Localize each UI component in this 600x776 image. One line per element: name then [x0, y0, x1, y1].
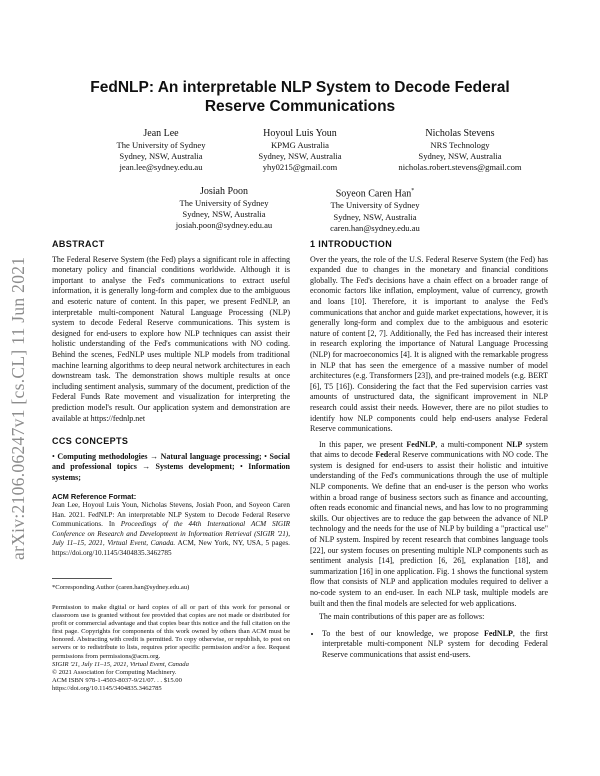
- right-column: [310, 239, 548, 661]
- author-name-text: Soyeon Caren Han: [335, 188, 412, 200]
- text-run: , a multi-component: [435, 439, 507, 449]
- intro-paragraph: [310, 440, 548, 610]
- author-email: caren.han@sydney.edu.au: [330, 222, 420, 233]
- acm-reference-authors: Jean Lee, Hoyoul Luis Youn, Nicholas Stevens, Josiah Poon, and Soyeon Caren Han. 2021. FedNLP: An interpretable NLP System to Decode Federal Reserve Communications. In: [52, 501, 290, 529]
- author-affiliation: KPMG Australia: [270, 140, 329, 150]
- ccs-item-bold: Information systems: [52, 462, 290, 483]
- author-location: Sydney, NSW, Australia: [182, 209, 266, 220]
- ccs-list: • Computing methodologies → Natural language processing; • Social and professional topics → Systems development; • Information systems;: [52, 451, 290, 483]
- ccs-heading: CCS CONCEPTS: [52, 436, 129, 447]
- contribution-list: [310, 629, 548, 661]
- author-block: [215, 127, 385, 174]
- ccs-item-bold: Computing methodologies: [57, 451, 148, 461]
- text-run: In this paper, we present: [319, 439, 407, 449]
- intro-paragraph: Over the years, the role of the U.S. Federal Reserve System (the Fed) has expanded due to changes in the monetary and financial conditions globally. The Fed's decisions have a chain effect on a broader range of economic factors like inflation, employment, value of currency, growth and loans [10]. Therefore, it is important to analyse the Fed's communications that anchor and guide market expectations, however, it is generally long-form and complex due to the ambiguous and esoteric nature of content [2, 7]. Additionally, the Fed has increased their interest in research exploring the importance of Natural Language Processing (NLP) for macroeconomics [4]. It is aligned with the remarkable progress in NLP that has seen the emergence of a massive number of model architectures (e.g. Transformers [23]), and pre-trained models (e.g. BERT [6], T5 [16]). Considering the fact that the Fed supervision carries vast amounts of unstructured data, the significant improvement in NLP research could assist their needs. However, there are no pilot studies to identify how NLP components could help end-users analyse Federal Reserve communications.: [310, 254, 548, 434]
- author-name: Hoyoul Luis Youn: [263, 128, 337, 139]
- acm-reference-heading: ACM Reference Format:: [52, 492, 137, 502]
- acm-reference: [52, 492, 290, 558]
- author-location: Sydney, NSW, Australia: [258, 151, 342, 162]
- abstract-heading: ABSTRACT: [52, 239, 105, 249]
- text-run: system that aims to decode: [310, 439, 548, 460]
- arxiv-stamp: [8, 180, 28, 560]
- author-block: [139, 185, 309, 232]
- ccs-item-rest: → Systems development;: [136, 462, 235, 472]
- author-affiliation: The University of Sydney: [179, 198, 269, 208]
- author-affiliation: NRS Technology: [430, 140, 490, 150]
- footnote-rule: [52, 578, 112, 579]
- left-column: [52, 239, 290, 558]
- author-location: Sydney, NSW, Australia: [119, 151, 203, 162]
- footnote: *Corresponding Author (caren.han@sydney.edu.au): [52, 584, 190, 591]
- text-run-bold: Fed: [375, 450, 389, 460]
- text-run: To the best of our knowledge, we propose: [322, 628, 484, 638]
- contribution-item: [322, 629, 548, 661]
- intro-paragraph: The main contributions of this paper are as follows:: [319, 612, 485, 622]
- corresponding-marker: *: [411, 188, 415, 194]
- copyright-line: © 2021 Association for Computing Machinery.: [52, 668, 177, 676]
- author-affiliation: The University of Sydney: [116, 140, 206, 150]
- author-location: Sydney, NSW, Australia: [333, 211, 417, 222]
- author-email: yhy0215@gmail.com: [262, 162, 338, 173]
- author-name: [290, 185, 460, 200]
- author-affiliation: The University of Sydney: [330, 200, 420, 211]
- author-email: nicholas.robert.stevens@gmail.com: [398, 162, 522, 173]
- ccs-item-rest: ;: [78, 473, 81, 483]
- text-run-bold: FedNLP: [406, 439, 436, 449]
- author-name: Nicholas Stevens: [425, 128, 495, 139]
- permission-text: Permission to make digital or hard copies of all or part of this work for personal or classroom use is granted without fee provided that copies are not made or distributed for profit or commercial advantage and that copies bear this notice and the full citation on the first page. Copyrights for components of this work owned by others than ACM must be honored. Abstracting with credit is permitted. To copy otherwise, or republish, to post on servers or to redistribute to lists, requires prior specific permission and/or a fee. Request permissions from permissions@acm.org.: [52, 604, 290, 660]
- author-block: [375, 127, 545, 174]
- copyright-line: https://doi.org/10.1145/3404835.3462785: [52, 684, 162, 692]
- author-location: Sydney, NSW, Australia: [418, 151, 502, 162]
- ccs-item-rest: → Natural language processing;: [147, 451, 262, 461]
- acm-reference-venue: Proceedings of the 44th International ACM SIGIR Conference on Research and Development in Information Retrieval (SIGIR '21), July 11–15, 2021, Virtual Event, Canada.: [52, 520, 291, 548]
- introduction-heading: 1 INTRODUCTION: [310, 239, 393, 249]
- copyright-line: ACM ISBN 978-1-4503-8037-9/21/07. . . $15.00: [52, 676, 182, 684]
- arxiv-stamp-text: arXiv:2106.06247v1 [cs.CL] 11 Jun 2021: [8, 256, 28, 560]
- author-email: josiah.poon@sydney.edu.au: [175, 220, 273, 231]
- abstract-text: The Federal Reserve System (the Fed) plays a significant role in affecting monetary policy and financial conditions worldwide. Although it is important to analyse the Fed's communications to extract useful information, it is generally long-form and complex due to the ambiguous and esoteric nature of content. In this paper, we present FedNLP, an interpretable multi-component Natural Language Processing (NLP) system to decode Federal Reserve communications. This system is designed for end-users to explore how NLP techniques can assist their holistic understanding of the Fed's communications with NO coding. Behind the scenes, FedNLP uses multiple NLP models from traditional machine learning algorithms to deep neural network architectures in each downstream task. The demonstration shows multiple results at once including sentiment analysis, summary of the document, prediction of the Federal Funds Rate movement and visualization for interpreting the prediction model's result. Our application system and demonstration are available at https://fednlp.net: [52, 254, 290, 423]
- author-email: jean.lee@sydney.edu.au: [119, 162, 203, 173]
- text-run-bold: FedNLP: [483, 628, 513, 638]
- text-run-bold: NLP: [506, 439, 523, 449]
- text-run: , the first interpretable multi-component NLP system for decoding Federal Reserve communications that assist end-users.: [322, 628, 548, 659]
- author-name: Josiah Poon: [199, 186, 249, 197]
- permission-block: [52, 604, 290, 693]
- conference-line: SIGIR '21, July 11–15, 2021, Virtual Event, Canada: [52, 660, 189, 668]
- ccs-item-bold: Social and professional topics: [52, 451, 290, 472]
- author-name: Jean Lee: [143, 128, 179, 139]
- paper-title: FedNLP: An interpretable NLP System to Decode Federal Reserve Communications: [90, 79, 510, 115]
- author-block: [290, 185, 460, 234]
- text-run: eral Reserve communications with NO code. The system is designed for end-users to assist their holistic and intuitive understanding of the Fed's communications through the use of multiple NLP components. We define that an end-user is the person who works within a broad range of business sectors such as finance and accounting, often reads economic and financial news, and has low to no programming skills. Our objectives are to reduce the gap between the advance of NLP technology and the needs for the use of NLP by building a "practical use" of NLP system. Inspired by recent research that combines language tools [22], our system focuses on presenting multiple NLP components such as sentiment analysis [14], prediction [6, 26], explanation [18], and summarization [16] in one application. Fig. 1 shows the functional system flow that consists of NLP and application modules required to deliver a no-code system to an end-user. In each NLP task, multiple models are built and then the final models are selected for web applications.: [310, 450, 548, 608]
- acm-reference-tail: ACM, New York, NY, USA, 5 pages. https://doi.org/10.1145/3404835.3462785: [52, 539, 290, 557]
